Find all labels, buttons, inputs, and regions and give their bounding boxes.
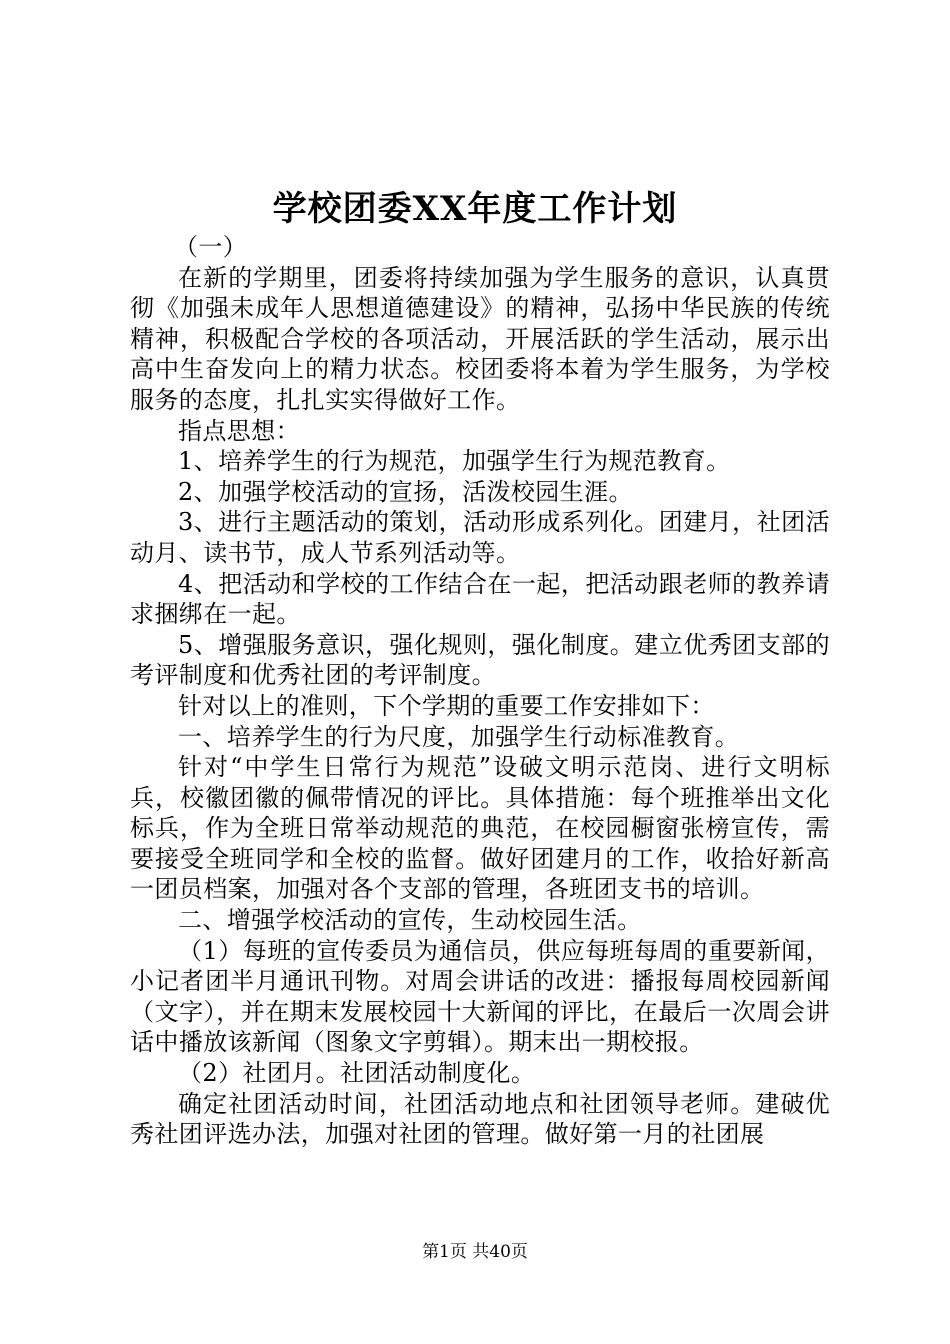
paragraph-club-details: 确定社团活动时间，社团活动地点和社团领导老师。建破优秀社团评选办法，加强对社团的管理。做好第一月的社团展 <box>130 1089 830 1149</box>
paragraph-arrangement-intro: 针对以上的准则，下个学期的重要工作安排如下： <box>178 691 715 720</box>
paragraph-section-2-item-1: （1）每班的宣传委员为通信员，供应每班每周的重要新闻，小记者团半月通讯刊物。对周会讲话的改进：播报每周校园新闻（文字），并在期末发展校园十大新闻的评比，在最后一次周会讲话中播放该新闻（图象文字剪辑）。期末出一期校报。 <box>130 936 830 1057</box>
page-number-footer: 第1页 共40页 <box>422 1242 528 1262</box>
paragraph-guiding-heading: 指点思想： <box>178 416 300 445</box>
paragraph-section-2-heading: 二、增强学校活动的宣传，生动校园生活。 <box>178 906 642 935</box>
paragraph-point-2: 2、加强学校活动的宣扬，活泼校园生涯。 <box>178 477 633 506</box>
paragraph-section-2-item-2: （2）社团月。社团活动制度化。 <box>178 1059 536 1088</box>
paragraph-section-1-heading: 一、培养学生的行为尺度，加强学生行动标准教育。 <box>178 722 740 751</box>
paragraph-intro: 在新的学期里，团委将持续加强为学生服务的意识，认真贯彻《加强未成年人思想道德建设》的精神，弘扬中华民族的传统精神，积极配合学校的各项活动，开展活跃的学生活动，展示出高中生奋发向上的精力状态。校团委将本着为学生服务，为学校服务的态度，扎扎实实得做好工作。 <box>130 263 830 414</box>
document-title: 学校团委XX年度工作计划 <box>272 189 678 229</box>
paragraph-point-3: 3、进行主题活动的策划，活动形成系列化。团建月，社团活动月、读书节，成人节系列活动等。 <box>130 508 830 567</box>
document-body <box>130 232 830 1150</box>
paragraph-point-5: 5、增强服务意识，强化规则，强化制度。建立优秀团支部的考评制度和优秀社团的考评制度。 <box>130 630 830 690</box>
paragraph-section-1-body: 针对“中学生日常行为规范”设破文明示范岗、进行文明标兵，校徽团徽的佩带情况的评比。具体措施：每个班推举出文化标兵，作为全班日常举动规范的典范，在校园橱窗张榜宣传，需要接受全班同学和全校的监督。做好团建月的工作，收拾好新高一团员档案，加强对各个支部的管理，各班团支书的培训。 <box>130 753 830 904</box>
paragraph-point-4: 4、把活动和学校的工作结合在一起，把活动跟老师的教养请求捆绑在一起。 <box>130 569 830 629</box>
paragraph-point-1: 1、培养学生的行为规范，加强学生行为规范教育。 <box>178 447 731 476</box>
paragraph-section-marker: （一） <box>174 233 248 261</box>
